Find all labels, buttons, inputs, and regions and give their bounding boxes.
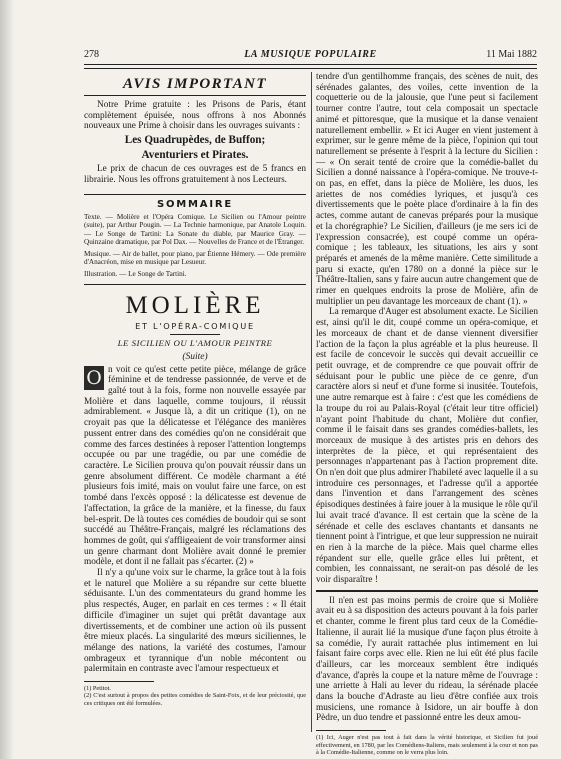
header-rule [84,64,537,69]
footnote-left-1: (1) Petitot. [84,685,111,693]
column-divider [311,72,312,732]
avis-paragraph-2: Le prix de chacun de ces ouvrages est de 5 francs en librairie. Nous les offrons gratuitement à nos Lecteurs. [84,164,306,185]
article-paragraph-2: Il n'y a qu'une voix sur le charme, la grâce tout à la fois et le naturel que Molière a su répandre sur cette bluette séduisante. L'un des commentateurs du grand homme les plus respectés, Auger, en parlait en ces termes : « Il était difficile d'imaginer un sujet qui prêtât davantage aux divertissements, et de combiner une action où ils pussent être mieux placés. La singularité des mœurs siciliennes, le mélange des nations, la variété des costumes, l'amour ombrageux et tyrannique d'un noble mécontent ou palermitain en contraste avec l'amour respectueux et [84,568,306,675]
dropcap-letter: O [84,366,104,390]
footnote-rule-right [316,730,386,731]
right-column [316,72,538,756]
sommaire-illustration: Illustration. — Le Songe de Tartini. [84,270,187,279]
avis-paragraph-1: Notre Prime gratuite : les Prisons de Paris, étant complètement épuisée, nous offrons à nos Abonnés nouveaux une Prime à choisir dans les ouvrages suivants : [84,100,306,132]
journal-title: LA MUSIQUE POPULAIRE [244,49,377,60]
issue-date: 11 Mai 1882 [486,49,537,60]
section-divider [316,590,538,592]
right-paragraph-3: Il n'en est pas moins permis de croire que si Molière avait eu à sa disposition des acteurs pouvant à la fois parler et chanter, comme le firent plus tard ceux de la Comédie-Italienne, il aurait lié la musique d'une façon plus étroite à sa comédie, l'y aurait rattachée plus intimement en lui faisant faire corps avec elle. Rien ne lui eût été plus facile d'ailleurs, car les morceaux semblent être indiqués d'avance, d'après la coupe et la nature même de l'ouvrage : une arriette à Hali au lever du rideau, la sérénade placée dans la bouche d'Adraste au lieu d'être confiée aux trois musiciens, une romance à Isidore, un air bouffe à don Pèdre, un duo tendre et passionné entre les deux amou- [316,595,538,724]
article-paragraph-1-text: n voit ce qu'est cette petite pièce, mélange de grâce féminine et de tendresse passionnée, de verve et de gaîté tout à la fois, forme non nouvelle essayée par Molière et dans laquelle, comme toujours, il réussit admirablement. « Jusque là, a dit un critique (1), on ne croyait pas que la délicatesse et l'élégance des manières pussent entrer dans des comédies qu'on ne considérait que comme des farces destinées à reposer l'attention longtemps occupée ou par une tragédie, ou par une comédie de caractère. Le Sicilien prouva qu'on pouvait réussir dans un genre absolument différent. Ce modèle charmant a été plusieurs fois imité, mais on voulut faire une farce, on est tombé dans l'excès opposé : la délicatesse est devenue de l'affectation, la grâce de la manière, et la finesse, du faux bel-esprit. De là toutes ces comédies de boudoir qui se sont succédé au Théâtre-Français, malgré les réclamations des hommes de goût, qui s'affligeaient de voir transformer ainsi un genre charmant dont Molière avait donné le premier modèle, et dont il ne fallait pas s'écarter. (2) » [84,364,306,568]
article-paragraph-1 [84,365,306,568]
avis-work-1: Les Quadrupèdes, de Buffon; [124,134,266,147]
avis-work-2: Aventuriers et Pirates. [141,149,249,162]
article-title: MOLIÈRE [125,291,265,319]
right-paragraph-1: tendre d'un gentilhomme français, des scènes de nuit, des sérénades galantes, des voiles, cette invention de la coquetterie ou de la jalousie, que l'une peut si facilement tourner contre l'autre, tout cela composait un spectacle animé et pittoresque, que la musique et la danse venaient naturellement embellir. » Et ici Auger en vient justement à exprimer, sur le genre même de la pièce, l'opinion qui tout naturellement se présente à l'esprit à la lecture du Sicilien : — « On serait tenté de croire que la comédie-ballet du Sicilien a donné naissance à l'opéra-comique. Ne trouve-t-on pas, en effet, dans la pièce de Molière, les duos, les ariettes de nos comédies lyriques, et jusqu'à ces divertissements que le poète place d'ordinaire à la fin des actes, comme autant de canevas préparés pour la musique et la chorégraphie? Le Sicilien, d'ailleurs (je me sers ici de l'expression consacrée), est coupé comme un opéra-comique ; les tableaux, les situations, les airs y sont préparés et amenés de la même manière. Cette similitude a paru si exacte, qu'en 1780 on a donné la pièce sur le Théâtre-Italien, sans y faire aucun autre changement que de rimer en quelques endroits la prose de Molière, afin de multiplier un peu davantage les morceaux de chant (1). » [316,72,538,307]
footnote-left-2: (2) C'est surtout à propos des petites comédies de Saint-Foix, et de leur préciosité, que ces critiques ont été formulées. [84,692,306,707]
article-heading: LE SICILIEN OU L'AMOUR PEINTRE [117,337,273,348]
sommaire-musique: Musique. — Air de ballet, pour piano, par Étienne Hémery. — Ode première d'Anacréon, mise en musique par Lesueur. [84,249,306,267]
page-number: 278 [84,49,99,60]
footnote-right: (1) Ici, Auger n'est pas tout à fait dans la vérité historique, et Sicilien fut joué effectivement, en 1780, par les Comédiens-Italiens, mais seulement à la cour et non pas à la Comédie-Italienne, comme on le verra plus loin. [316,734,538,756]
article-subtitle: ET L'OPÉRA-COMIQUE [135,320,255,331]
avis-rule [84,95,306,96]
sommaire-title: SOMMAIRE [157,198,233,210]
sommaire-texte: Texte. — Molière et l'Opéra Comique. Le Sicilien ou l'Amour peintre (suite), par Arthur Pougin. — La Technie harmonique, par Anatole Loquin. — Le Songe de Tartini: La Sonate du diable, par Maurice Gray. — Quinzaine dramatique, par Pol Dax. — Nouvelles de France et de l'Étranger. [84,212,306,247]
sommaire-rule [84,284,306,285]
right-paragraph-2: La remarque d'Auger est absolument exacte. Le Sicilien est, ainsi qu'il le dit, coupé comme un opéra-comique, et les morceaux de chant et de danse viennent diversifier l'action de la façon la plus agréable et la plus heureuse. Il est facile de concevoir le succès qui devait accueillir ce petit ouvrage, et de comprendre ce que pouvait offrir de séduisant pour le public une pièce de ce genre, d'un caractère alors si neuf et d'une forme si inusitée. Toutefois, une autre remarque est à faire : c'est que les comédiens de la troupe du roi au Palais-Royal (c'était leur titre officiel) n'ayant point l'habitude du chant, Molière dut confier, comme il le faisait dans ses grandes comédies-ballets, les morceaux de musique à des artistes pris en dehors des interprètes de la pièce, et qui représentaient des personnages n'appartenant pas à l'action proprement dite. On n'en doit que plus admirer l'habileté avec laquelle il a su introduire ces personnages, et l'adresse qu'il a apportée dans l'invention et dans l'arrangement des scènes épisodiques destinées à faire jouer à la musique le rôle qu'il lui avait tracé d'avance. Il est certain que la scène de la sérénade et celle des esclaves chantants et dansants ne tiennent point à l'intrigue, et que leur suppression ne nuirait en rien à la marche de la pièce. Mais quel charme elles répandent sur elle, quelle grâce elles lui prêtent, et combien, les connaissant, ne serait-on pas désolé de les voir disparaître ! [316,307,539,586]
title-rule [170,334,220,335]
suite-label: (Suite) [182,351,208,362]
footnote-rule-left [84,681,154,682]
page-header [84,49,537,63]
left-column [84,72,306,707]
sommaire-box [84,194,306,285]
avis-title: AVIS IMPORTANT [123,76,267,92]
page-gutter-shadow [0,0,14,759]
